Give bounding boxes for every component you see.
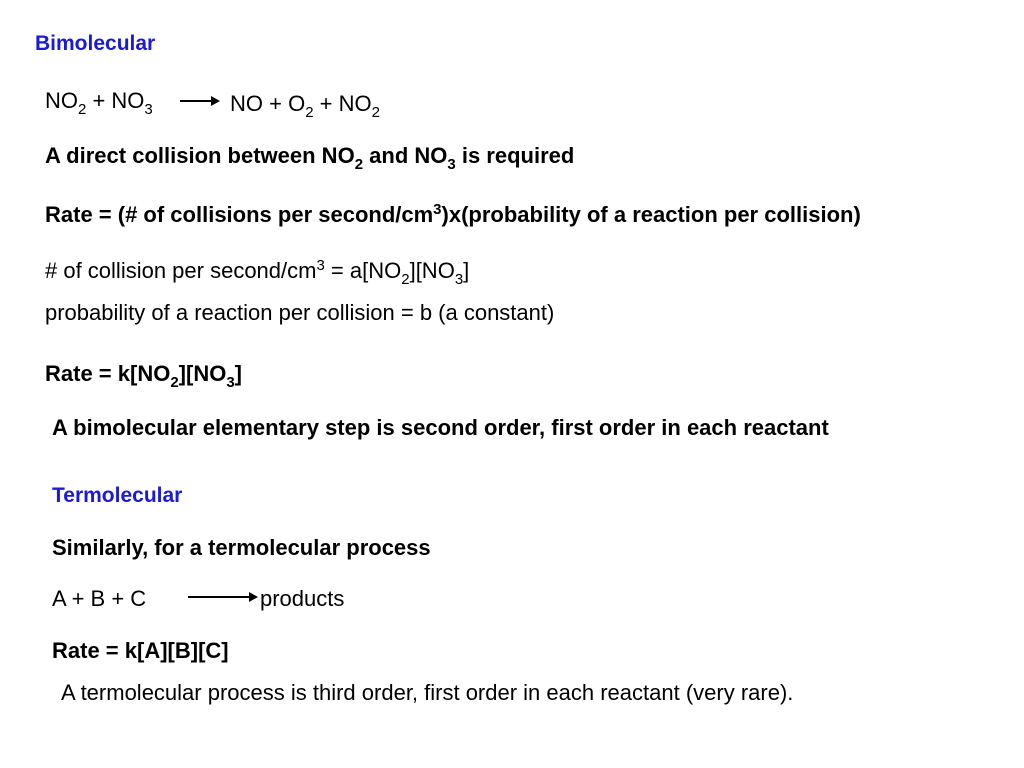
termolecular-intro: Similarly, for a termolecular process xyxy=(52,535,431,560)
subscript: 2 xyxy=(305,104,314,121)
rate-text: )x(probability of a reaction per collision) xyxy=(441,202,861,227)
probability-statement: probability of a reaction per collision = b (a constant) xyxy=(45,300,555,325)
superscript: 3 xyxy=(433,201,442,218)
bimolecular-products xyxy=(230,91,380,121)
statement-text: and NO xyxy=(363,143,448,168)
count-text: ] xyxy=(463,258,470,283)
subscript: 2 xyxy=(401,271,410,288)
bimolecular-reactants xyxy=(45,88,153,118)
subscript: 2 xyxy=(354,156,364,173)
subscript: 2 xyxy=(170,374,179,391)
rate-law-text: ] xyxy=(234,361,242,386)
bimolecular-order-statement: A bimolecular elementary step is second order, first order in each reactant xyxy=(52,415,829,440)
statement-text: is required xyxy=(455,143,575,168)
product-text: NO + O xyxy=(230,91,306,116)
termolecular-order-statement: A termolecular process is third order, first order in each reactant (very rare). xyxy=(61,680,794,705)
subscript: 3 xyxy=(454,271,464,288)
termolecular-rate-law: Rate = k[A][B][C] xyxy=(52,638,229,663)
reaction-arrow xyxy=(180,100,218,102)
bimolecular-rate-law xyxy=(45,361,242,391)
rate-text: Rate = (# of collisions per second/cm xyxy=(45,202,434,227)
subscript: 3 xyxy=(144,101,153,118)
statement-text: A direct collision between NO xyxy=(45,143,355,168)
reactant-text: + NO xyxy=(86,88,145,113)
count-text: = a[NO xyxy=(324,258,402,283)
termolecular-products: products xyxy=(260,586,345,611)
reactant-text: NO xyxy=(45,88,78,113)
superscript: 3 xyxy=(316,257,325,274)
termolecular-heading: Termolecular xyxy=(52,484,183,507)
rate-definition xyxy=(45,202,861,228)
rate-law-text: Rate = k[NO xyxy=(45,361,171,386)
subscript: 3 xyxy=(447,156,456,173)
collision-count xyxy=(45,257,470,288)
rate-law-text: ][NO xyxy=(178,361,227,386)
count-text: # of collision per second/cm xyxy=(45,258,317,283)
subscript: 3 xyxy=(226,374,235,391)
count-text: ][NO xyxy=(409,258,455,283)
collision-statement xyxy=(45,143,575,173)
termolecular-reactants: A + B + C xyxy=(52,586,147,611)
reaction-arrow xyxy=(188,596,256,598)
subscript: 2 xyxy=(78,101,87,118)
subscript: 2 xyxy=(371,104,380,121)
bimolecular-heading: Bimolecular xyxy=(35,32,156,55)
product-text: + NO xyxy=(313,91,372,116)
